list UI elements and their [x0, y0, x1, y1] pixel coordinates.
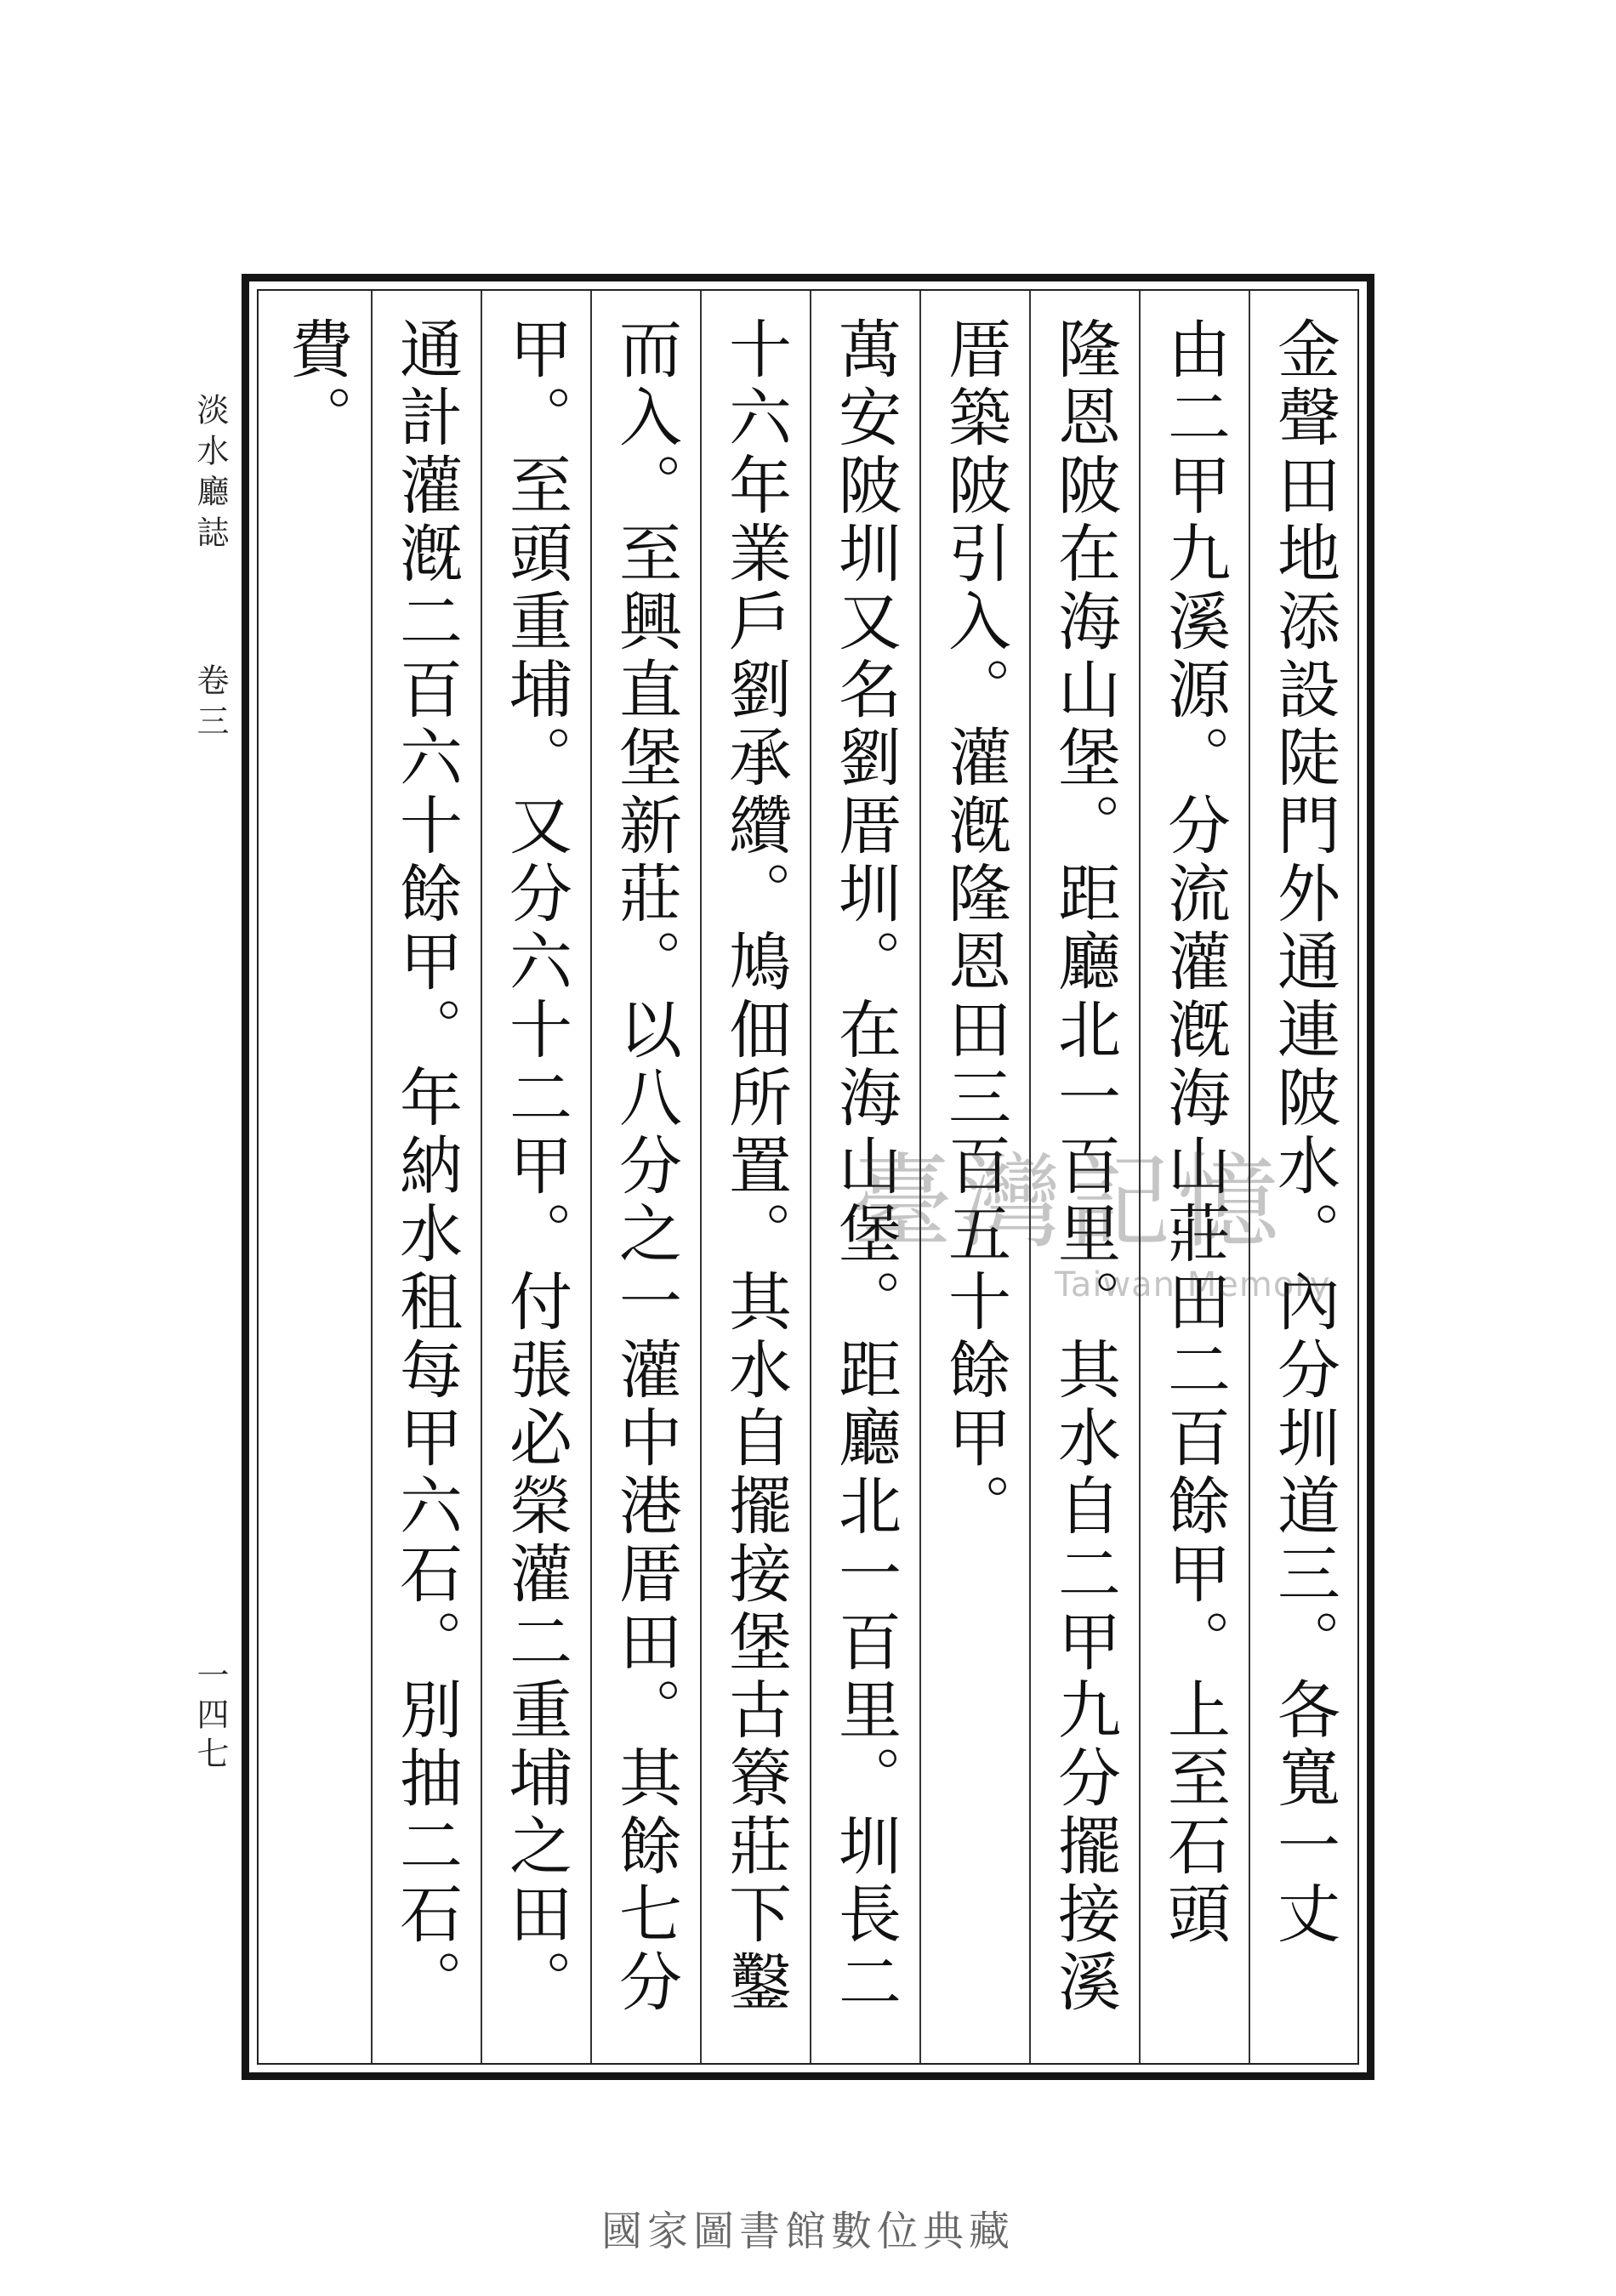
text-column-1: 金聲田地添設陡門外通連陂水。內分圳道三。各寬一丈	[1267, 316, 1340, 1949]
source-credit: 國家圖書館數位典藏	[600, 2208, 1015, 2255]
book-title: 淡水廳誌	[191, 393, 229, 556]
text-column-9: 通計灌漑二百六十餘甲。年納水租每甲六石。別抽二石。	[390, 316, 463, 2017]
page-number: 一四七	[191, 1658, 229, 1776]
text-column-7: 而入。至興直堡新莊。以八分之一灌中港厝田。其餘七分	[609, 316, 682, 2017]
volume-label: 卷三	[191, 663, 229, 745]
watermark-chinese: 臺灣記憶	[851, 1144, 1286, 1262]
text-column-2: 由二甲九溪源。分流灌漑海山莊田二百餘甲。上至石頭	[1158, 316, 1231, 1949]
text-column-3: 隆恩陂在海山堡。距廳北一百里。其水自二甲九分擺接溪	[1048, 316, 1121, 2017]
text-column-4: 厝築陂引入。灌漑隆恩田三百五十餘甲。	[938, 316, 1011, 1541]
text-column-10: 費。	[280, 316, 353, 452]
text-column-8: 甲。至頭重埔。又分六十二甲。付張必榮灌二重埔之田。	[499, 316, 572, 2017]
text-column-5: 萬安陂圳又名劉厝圳。在海山堡。距廳北一百里。圳長二	[828, 316, 902, 2017]
watermark-english: Taiwan Memory	[1055, 1265, 1331, 1304]
text-column-6: 十六年業戶劉承纘。鳩佃所置。其水自擺接堡古簝莊下鑿	[719, 316, 792, 2017]
